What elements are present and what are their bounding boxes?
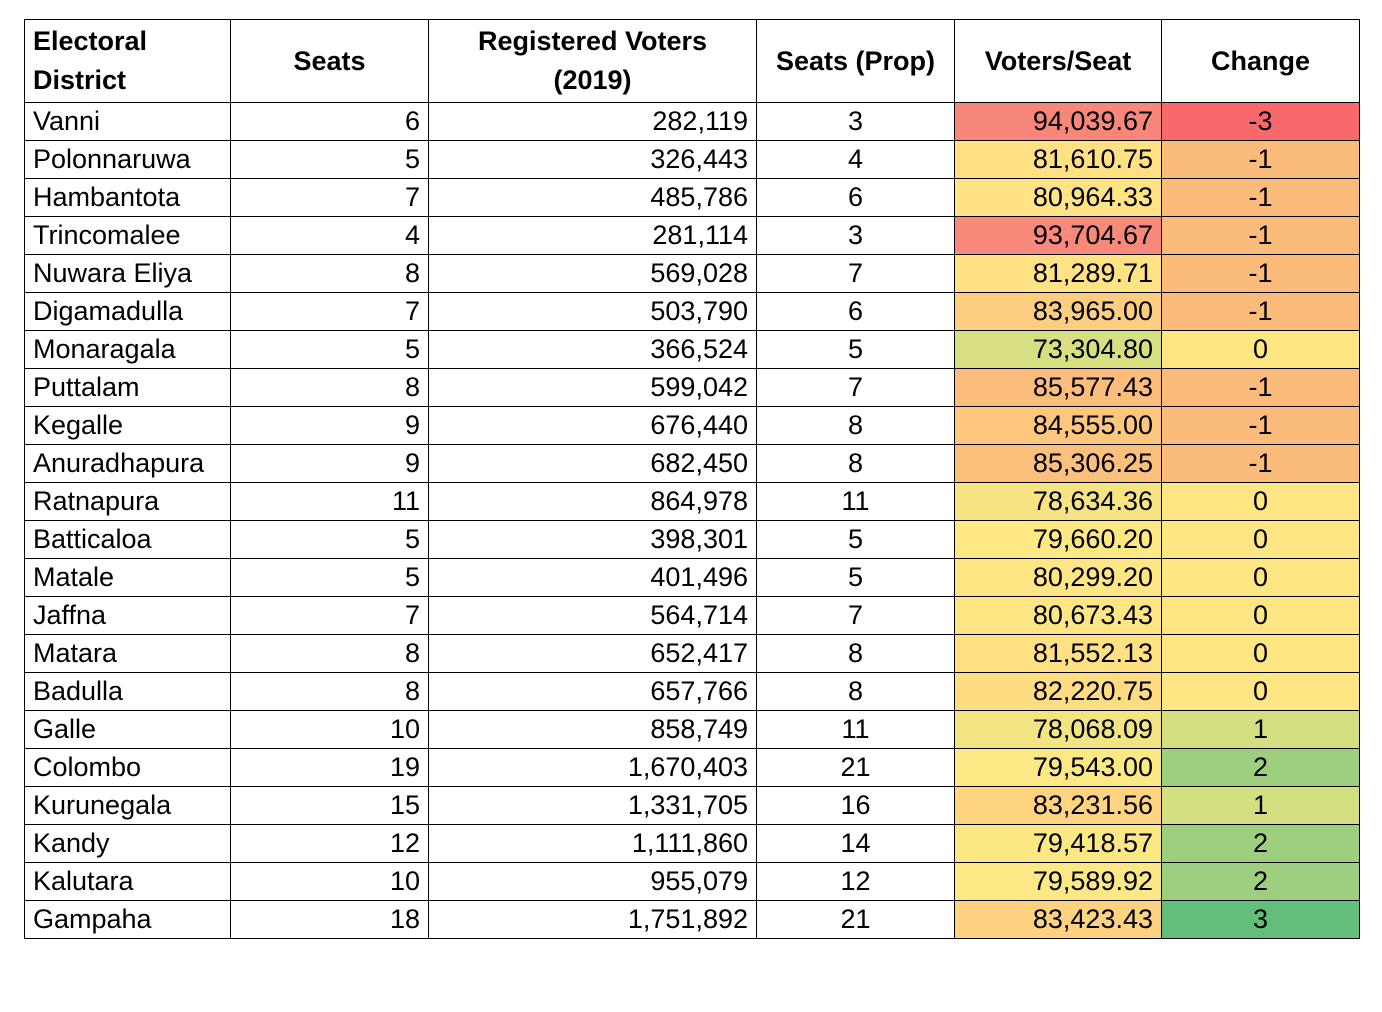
cell-registered-voters: 657,766 xyxy=(429,673,757,711)
header-registered-voters-line2: (2019) xyxy=(553,65,632,95)
cell-district: Kalutara xyxy=(25,863,231,901)
cell-seats-prop: 8 xyxy=(757,673,955,711)
table-body xyxy=(25,103,1360,939)
table-row xyxy=(25,559,1360,597)
cell-voters-per-seat: 79,589.92 xyxy=(955,863,1162,901)
cell-seats: 8 xyxy=(231,255,429,293)
table-row xyxy=(25,445,1360,483)
cell-seats-prop: 5 xyxy=(757,331,955,369)
cell-voters-per-seat: 83,423.43 xyxy=(955,901,1162,939)
cell-district: Kegalle xyxy=(25,407,231,445)
cell-seats-prop: 11 xyxy=(757,711,955,749)
cell-registered-voters: 569,028 xyxy=(429,255,757,293)
cell-change: 0 xyxy=(1162,521,1360,559)
cell-district: Polonnaruwa xyxy=(25,141,231,179)
cell-change: -1 xyxy=(1162,445,1360,483)
cell-district: Galle xyxy=(25,711,231,749)
cell-district: Jaffna xyxy=(25,597,231,635)
cell-voters-per-seat: 79,660.20 xyxy=(955,521,1162,559)
header-registered-voters xyxy=(429,20,757,103)
cell-district: Kandy xyxy=(25,825,231,863)
table-row xyxy=(25,483,1360,521)
cell-district: Matale xyxy=(25,559,231,597)
cell-seats: 5 xyxy=(231,331,429,369)
cell-district: Matara xyxy=(25,635,231,673)
cell-seats-prop: 5 xyxy=(757,559,955,597)
cell-voters-per-seat: 81,289.71 xyxy=(955,255,1162,293)
cell-change: 2 xyxy=(1162,863,1360,901)
cell-change: -3 xyxy=(1162,103,1360,141)
cell-registered-voters: 282,119 xyxy=(429,103,757,141)
cell-registered-voters: 398,301 xyxy=(429,521,757,559)
cell-registered-voters: 599,042 xyxy=(429,369,757,407)
cell-change: 0 xyxy=(1162,559,1360,597)
table-row xyxy=(25,787,1360,825)
cell-district: Nuwara Eliya xyxy=(25,255,231,293)
cell-district: Colombo xyxy=(25,749,231,787)
cell-seats: 9 xyxy=(231,407,429,445)
cell-voters-per-seat: 85,306.25 xyxy=(955,445,1162,483)
table-row xyxy=(25,901,1360,939)
cell-voters-per-seat: 79,543.00 xyxy=(955,749,1162,787)
cell-seats-prop: 6 xyxy=(757,179,955,217)
cell-change: 0 xyxy=(1162,597,1360,635)
cell-voters-per-seat: 94,039.67 xyxy=(955,103,1162,141)
cell-voters-per-seat: 80,964.33 xyxy=(955,179,1162,217)
table-row xyxy=(25,103,1360,141)
table-row xyxy=(25,255,1360,293)
cell-seats-prop: 4 xyxy=(757,141,955,179)
cell-district: Badulla xyxy=(25,673,231,711)
cell-change: 2 xyxy=(1162,749,1360,787)
cell-voters-per-seat: 81,552.13 xyxy=(955,635,1162,673)
cell-seats: 4 xyxy=(231,217,429,255)
cell-seats: 15 xyxy=(231,787,429,825)
cell-voters-per-seat: 83,965.00 xyxy=(955,293,1162,331)
cell-voters-per-seat: 93,704.67 xyxy=(955,217,1162,255)
cell-voters-per-seat: 85,577.43 xyxy=(955,369,1162,407)
cell-voters-per-seat: 79,418.57 xyxy=(955,825,1162,863)
cell-seats-prop: 7 xyxy=(757,369,955,407)
header-electoral-line1: Electoral xyxy=(33,26,148,56)
table-row xyxy=(25,749,1360,787)
header-seats-prop: Seats (Prop) xyxy=(757,20,955,103)
cell-voters-per-seat: 73,304.80 xyxy=(955,331,1162,369)
cell-registered-voters: 281,114 xyxy=(429,217,757,255)
table-row xyxy=(25,711,1360,749)
cell-seats: 10 xyxy=(231,711,429,749)
cell-registered-voters: 955,079 xyxy=(429,863,757,901)
cell-registered-voters: 858,749 xyxy=(429,711,757,749)
cell-seats-prop: 5 xyxy=(757,521,955,559)
cell-registered-voters: 1,111,860 xyxy=(429,825,757,863)
cell-district: Hambantota xyxy=(25,179,231,217)
cell-seats-prop: 8 xyxy=(757,407,955,445)
cell-seats-prop: 3 xyxy=(757,217,955,255)
electoral-district-table xyxy=(24,19,1360,939)
cell-change: -1 xyxy=(1162,179,1360,217)
header-registered-voters-line1: Registered Voters xyxy=(477,26,708,56)
cell-change: 2 xyxy=(1162,825,1360,863)
cell-seats-prop: 3 xyxy=(757,103,955,141)
cell-district: Digamadulla xyxy=(25,293,231,331)
cell-seats: 10 xyxy=(231,863,429,901)
cell-registered-voters: 1,331,705 xyxy=(429,787,757,825)
cell-change: -1 xyxy=(1162,217,1360,255)
cell-seats: 11 xyxy=(231,483,429,521)
cell-seats: 8 xyxy=(231,673,429,711)
cell-seats-prop: 8 xyxy=(757,635,955,673)
table-row xyxy=(25,407,1360,445)
table-row xyxy=(25,521,1360,559)
cell-change: 1 xyxy=(1162,787,1360,825)
cell-seats-prop: 21 xyxy=(757,749,955,787)
cell-seats: 8 xyxy=(231,635,429,673)
cell-voters-per-seat: 82,220.75 xyxy=(955,673,1162,711)
cell-change: -1 xyxy=(1162,141,1360,179)
cell-seats: 5 xyxy=(231,521,429,559)
cell-voters-per-seat: 81,610.75 xyxy=(955,141,1162,179)
cell-seats: 12 xyxy=(231,825,429,863)
header-district-line2: District xyxy=(33,65,127,95)
header-change: Change xyxy=(1162,20,1360,103)
table-row xyxy=(25,863,1360,901)
cell-district: Ratnapura xyxy=(25,483,231,521)
header-voters-per-seat: Voters/Seat xyxy=(955,20,1162,103)
cell-registered-voters: 326,443 xyxy=(429,141,757,179)
cell-voters-per-seat: 78,634.36 xyxy=(955,483,1162,521)
cell-district: Gampaha xyxy=(25,901,231,939)
cell-district: Batticaloa xyxy=(25,521,231,559)
cell-registered-voters: 1,670,403 xyxy=(429,749,757,787)
cell-registered-voters: 503,790 xyxy=(429,293,757,331)
cell-change: 1 xyxy=(1162,711,1360,749)
cell-district: Kurunegala xyxy=(25,787,231,825)
cell-seats-prop: 21 xyxy=(757,901,955,939)
table-row xyxy=(25,141,1360,179)
table-row xyxy=(25,179,1360,217)
cell-seats-prop: 7 xyxy=(757,597,955,635)
cell-change: 3 xyxy=(1162,901,1360,939)
cell-seats-prop: 11 xyxy=(757,483,955,521)
table-row xyxy=(25,597,1360,635)
cell-voters-per-seat: 80,673.43 xyxy=(955,597,1162,635)
cell-seats: 6 xyxy=(231,103,429,141)
cell-change: -1 xyxy=(1162,407,1360,445)
cell-voters-per-seat: 84,555.00 xyxy=(955,407,1162,445)
cell-change: 0 xyxy=(1162,635,1360,673)
cell-change: 0 xyxy=(1162,483,1360,521)
cell-registered-voters: 682,450 xyxy=(429,445,757,483)
cell-seats-prop: 16 xyxy=(757,787,955,825)
cell-seats-prop: 7 xyxy=(757,255,955,293)
cell-change: 0 xyxy=(1162,331,1360,369)
table-row xyxy=(25,331,1360,369)
header-electoral-district xyxy=(25,20,231,103)
cell-seats: 8 xyxy=(231,369,429,407)
header-seats: Seats xyxy=(231,20,429,103)
cell-registered-voters: 564,714 xyxy=(429,597,757,635)
cell-seats-prop: 6 xyxy=(757,293,955,331)
cell-seats-prop: 12 xyxy=(757,863,955,901)
cell-district: Vanni xyxy=(25,103,231,141)
cell-district: Monaragala xyxy=(25,331,231,369)
table-row xyxy=(25,825,1360,863)
table-row xyxy=(25,217,1360,255)
cell-seats: 9 xyxy=(231,445,429,483)
cell-registered-voters: 1,751,892 xyxy=(429,901,757,939)
cell-registered-voters: 366,524 xyxy=(429,331,757,369)
cell-change: -1 xyxy=(1162,293,1360,331)
cell-voters-per-seat: 80,299.20 xyxy=(955,559,1162,597)
cell-registered-voters: 401,496 xyxy=(429,559,757,597)
table-row xyxy=(25,369,1360,407)
cell-seats: 7 xyxy=(231,293,429,331)
cell-seats: 7 xyxy=(231,597,429,635)
cell-district: Trincomalee xyxy=(25,217,231,255)
cell-seats: 7 xyxy=(231,179,429,217)
cell-voters-per-seat: 78,068.09 xyxy=(955,711,1162,749)
cell-seats-prop: 8 xyxy=(757,445,955,483)
cell-registered-voters: 485,786 xyxy=(429,179,757,217)
cell-seats: 19 xyxy=(231,749,429,787)
cell-change: 0 xyxy=(1162,673,1360,711)
cell-seats: 5 xyxy=(231,559,429,597)
cell-seats-prop: 14 xyxy=(757,825,955,863)
cell-registered-voters: 652,417 xyxy=(429,635,757,673)
table-row xyxy=(25,673,1360,711)
cell-change: -1 xyxy=(1162,369,1360,407)
cell-change: -1 xyxy=(1162,255,1360,293)
cell-registered-voters: 864,978 xyxy=(429,483,757,521)
cell-voters-per-seat: 83,231.56 xyxy=(955,787,1162,825)
cell-district: Puttalam xyxy=(25,369,231,407)
cell-seats: 5 xyxy=(231,141,429,179)
header-row xyxy=(25,20,1360,103)
cell-district: Anuradhapura xyxy=(25,445,231,483)
cell-registered-voters: 676,440 xyxy=(429,407,757,445)
table-row xyxy=(25,635,1360,673)
table-row xyxy=(25,293,1360,331)
cell-seats: 18 xyxy=(231,901,429,939)
